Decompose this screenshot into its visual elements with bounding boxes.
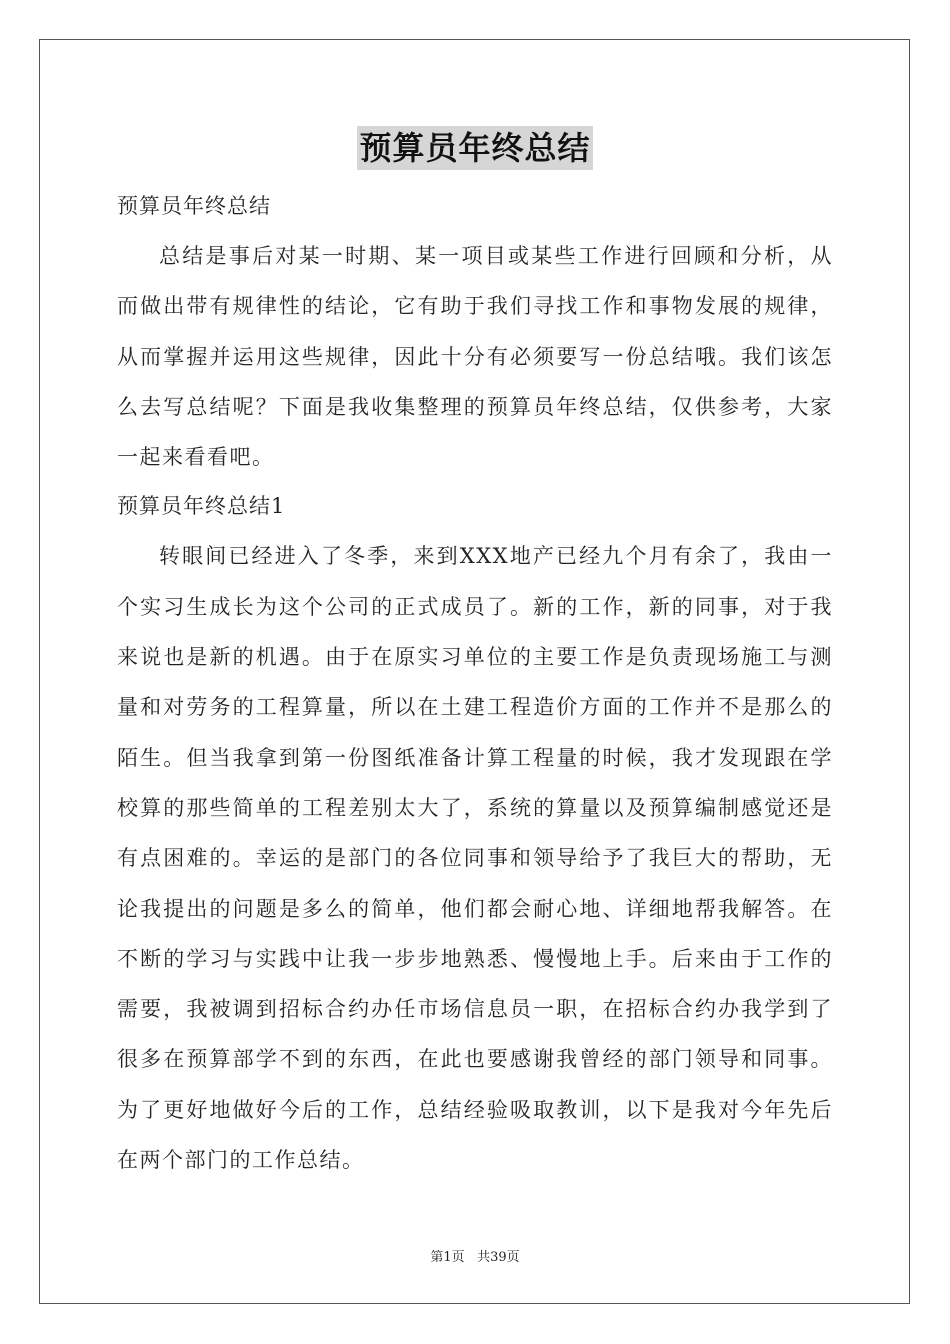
section-heading-intro: 预算员年终总结 — [117, 194, 271, 218]
total-pages: 共39页 — [477, 1250, 520, 1265]
document-body — [117, 126, 833, 1185]
page-number: 第1页 — [430, 1250, 465, 1265]
title-container — [117, 126, 833, 176]
intro-paragraph: 总结是事后对某一时期、某一项目或某些工作进行回顾和分析，从而做出带有规律性的结论，它有助于我们寻找工作和事物发展的规律，从而掌握并运用这些规律，因此十分有必须要写一份总结哦。我们该怎么去写总结呢？下面是我收集整理的预算员年终总结，仅供参考，大家一起来看看吧。 — [117, 244, 833, 470]
section-heading-1: 预算员年终总结1 — [117, 494, 286, 519]
body-paragraph: 转眼间已经进入了冬季，来到XXX地产已经九个月有余了，我由一个实习生成长为这个公司的正式成员了。新的工作，新的同事，对于我来说也是新的机遇。由于在原实习单位的主要工作是负责现场施工与测量和对劳务的工程算量，所以在土建工程造价方面的工作并不是那么的陌生。但当我拿到第一份图纸准备计算工程量的时候，我才发现跟在学校算的那些简单的工程差别太大了，系统的算量以及预算编制感觉还是有点困难的。幸运的是部门的各位同事和领导给予了我巨大的帮助，无论我提出的问题是多么的简单，他们都会耐心地、详细地帮我解答。在不断的学习与实践中让我一步步地熟悉、慢慢地上手。后来由于工作的需要，我被调到招标合约办任市场信息员一职，在招标合约办我学到了很多在预算部学不到的东西，在此也要感谢我曾经的部门领导和同事。为了更好地做好今后的工作，总结经验吸取教训，以下是我对今年先后在两个部门的工作总结。 — [117, 544, 833, 1173]
page-footer — [0, 1246, 950, 1265]
document-title: 预算员年终总结 — [357, 126, 592, 170]
